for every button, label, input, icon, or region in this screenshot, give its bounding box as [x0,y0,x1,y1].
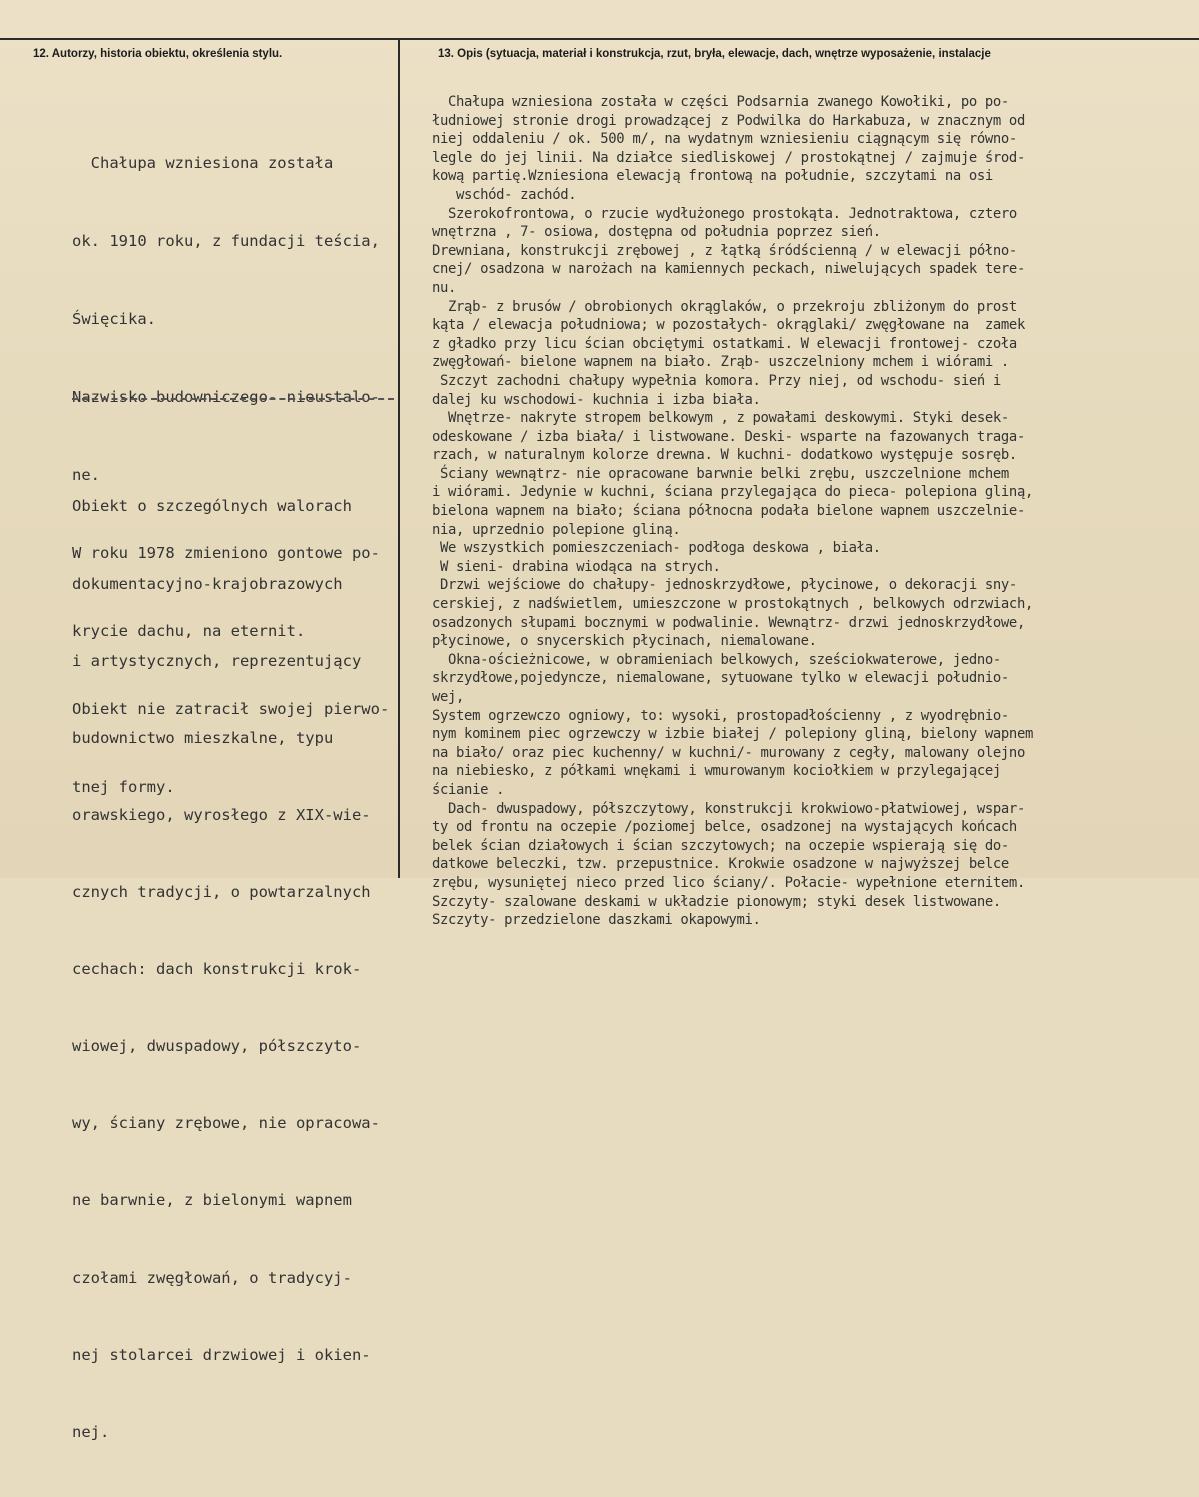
text-line: bielona wapnem na biało; ściana północna podała bielone wapnem uszczelnie- [432,503,1025,520]
text-line: Szczyty- szalowane deskami w układzie pionowym; styki desek listwowane. [432,893,1001,910]
text-line: łudniowej stronie drogi prowadzącej z Podwilka do Harkabuza, w znacznym od [432,112,1025,129]
text-line: W roku 1978 zmieniono gontowe po- [72,544,380,562]
text-line: wschód- zachód. [432,186,577,203]
text-line: belek ścian działowych i ścian szczytowych; na oczepie wspierają się do- [432,837,1009,854]
text-line: odeskowane / izba biała/ i listwowane. Deski- wsparte na fazowanych traga- [432,428,1025,445]
text-line: dokumentacyjno-krajobrazowych [72,574,343,593]
text-line: tnej formy. [72,778,175,796]
text-line: W sieni- drabina wiodąca na strych. [432,558,721,575]
text-line: wiowej, dwuspadowy, półszczyto- [72,1037,362,1056]
text-line: nym kominem piec ogrzewczy w izbie białej / polepiony gliną, bielony wapnem [432,726,1033,743]
text-line: wnętrzna , 7- osiowa, dostępna od południa poprzez sień. [432,224,881,241]
text-line: ne barwnie, z bielonymi wapnem [72,1191,352,1210]
text-line: na niebiesko, z półkami wnękami i wmurowanym kociołkiem w przylegającej [432,763,1001,780]
text-line: z gładko przy licu ścian obciętymi ostatkami. W elewacji frontowej- czoła [432,335,1017,352]
text-line: rzach, w naturalnym kolorze drewna. W kuchni- dodatkowo występuje sosręb. [432,447,1017,464]
text-line: cechach: dach konstrukcji krok- [72,960,362,979]
text-line: nej stolarcei drzwiowej i okien- [72,1345,371,1364]
text-line: datkowe beleczki, tzw. przepustnice. Krokwie osadzone w najwyższej belce [432,856,1009,873]
text-line: Święcika. [72,310,156,328]
header-divider [0,38,1199,40]
text-line: cznych tradycji, o powtarzalnych [72,882,371,901]
text-line: czołami zwęgłowań, o tradycyj- [72,1268,352,1287]
text-line: Szerokofrontowa, o rzucie wydłużonego prostokąta. Jednotraktowa, cztero [432,205,1017,222]
text-line: ok. 1910 roku, z fundacji teścia, [72,232,380,250]
text-line: skrzydłowe,pojedyncze, niemalowane, sytuowane tylko w elewacji południo- [432,670,1009,687]
text-line: nu. [432,279,457,296]
text-line: We wszystkich pomieszczeniach- podłoga deskowa , biała. [432,540,881,557]
text-line: dalej ku wschodowi- kuchnia i izba biała. [432,391,761,408]
text-line: Nazwisko budowniczego- nieustalo- [72,388,380,406]
text-line: kąta / elewacja południowa; w pozostałych- okrąglaki/ zwęgłowane na zamek [432,317,1025,334]
text-line: cerskiej, z nadświetlem, umieszczone w prostokątnych , belkowych odrzwiach, [432,596,1033,613]
text-line: na biało/ oraz piec kuchenny/ w kuchni/- murowany z cegły, malowany olejno [432,744,1025,761]
text-line: Obiekt nie zatracił swojej pierwo- [72,700,390,718]
text-line: Chałupa wzniesiona została w części Podsarnia zwanego Kowołiki, po po- [432,94,1009,110]
text-line: wy, ściany zrębowe, nie opracowa- [72,1114,380,1133]
text-line: i artystycznych, reprezentujący [72,651,362,670]
text-line: Zrąb- z brusów / obrobionych okrąglaków, o przekroju zbliżonym do prost [432,298,1017,315]
description-text [432,93,1033,930]
text-line: budownictwo mieszkalne, typu [72,728,334,747]
text-line: ścianie . [432,781,505,798]
section-13-header: 13. Opis (sytuacja, materiał i konstrukcja, rzut, bryła, elewacje, dach, wnętrze wyposażenie, instalacje [438,48,991,60]
text-line: Szczyt zachodni chałupy wypełnia komora. Przy niej, od wschodu- sień i [432,372,1001,389]
values-text [72,443,380,1497]
text-line: Drzwi wejściowe do chałupy- jednoskrzydłowe, płycinowe, o dekoracji sny- [432,577,1017,594]
text-line: niej oddaleniu / ok. 500 m/, na wydatnym wzniesieniu ciągnącym się równo- [432,131,1017,148]
text-line: Obiekt o szczególnych walorach [72,497,352,516]
text-line: zrębu, wysuniętej nieco przed lico ściany/. Połacie- wypełnione eternitem. [432,874,1025,891]
section-12-header: 12. Autorzy, historia obiektu, określenia stylu. [33,48,283,60]
text-line: Szczyty- przedzielone daszkami okapowymi. [432,912,761,929]
text-line: nej. [72,1422,110,1441]
text-line: wej, [432,689,465,705]
text-line: Wnętrze- nakryte stropem belkowym , z powałami deskowymi. Styki desek- [432,410,1009,427]
text-line: System ogrzewczo ogniowy, to: wysoki, prostopadłościenny , z wyodrębnio- [432,707,1009,724]
text-line: Dach- dwuspadowy, półszczytowy, konstrukcji krokwiowo-płatwiowej, wspar- [432,800,1025,817]
text-line: ne. [72,466,100,484]
text-line: płycinowe, o snycerskich płycinach, niemalowane. [432,633,817,650]
column-divider [398,38,400,878]
text-line: ty od frontu na oczepie /poziomej belce, osadzonej na wystających końcach [432,819,1017,836]
text-line: zwęgłowań- bielone wapnem na biało. Zrąb- uszczelniony mchem i wiórami . [432,354,1009,371]
text-line: Okna-ościeżnicowe, w obramieniach belkowych, sześciokwaterowe, jedno- [432,651,1001,668]
text-line: Ściany wewnątrz- nie opracowane barwnie belki zrębu, uszczelnione mchem [432,465,1009,482]
text-line: Drewniana, konstrukcji zrębowej , z łątką śródścienną / w elewacji półno- [432,242,1017,259]
text-line: krycie dachu, na eternit. [72,622,306,640]
text-line: osadzonych słupami bocznymi w podwalinie. Wewnątrz- drzwi jednoskrzydłowe, [432,614,1025,631]
text-line: nia, uprzednio polepione gliną. [432,521,681,538]
text-line: i wiórami. Jedynie w kuchni, ściana przylegająca do pieca- polepiona gliną, [432,484,1033,501]
text-line: Chałupa wzniesiona została [72,154,334,172]
text-line: cnej/ osadzona w narożach na kamiennych peckach, niwelujących spadek tere- [432,261,1025,278]
text-line: orawskiego, wyrosłego z XIX-wie- [72,805,371,824]
text-line: kową partię.Wzniesiona elewacją frontową na południe, szczytami na osi [432,168,993,185]
dashed-separator [72,398,394,400]
text-line: legle do jej linii. Na działce siedliskowej / prostokątnej / zajmuje środ- [432,149,1025,166]
